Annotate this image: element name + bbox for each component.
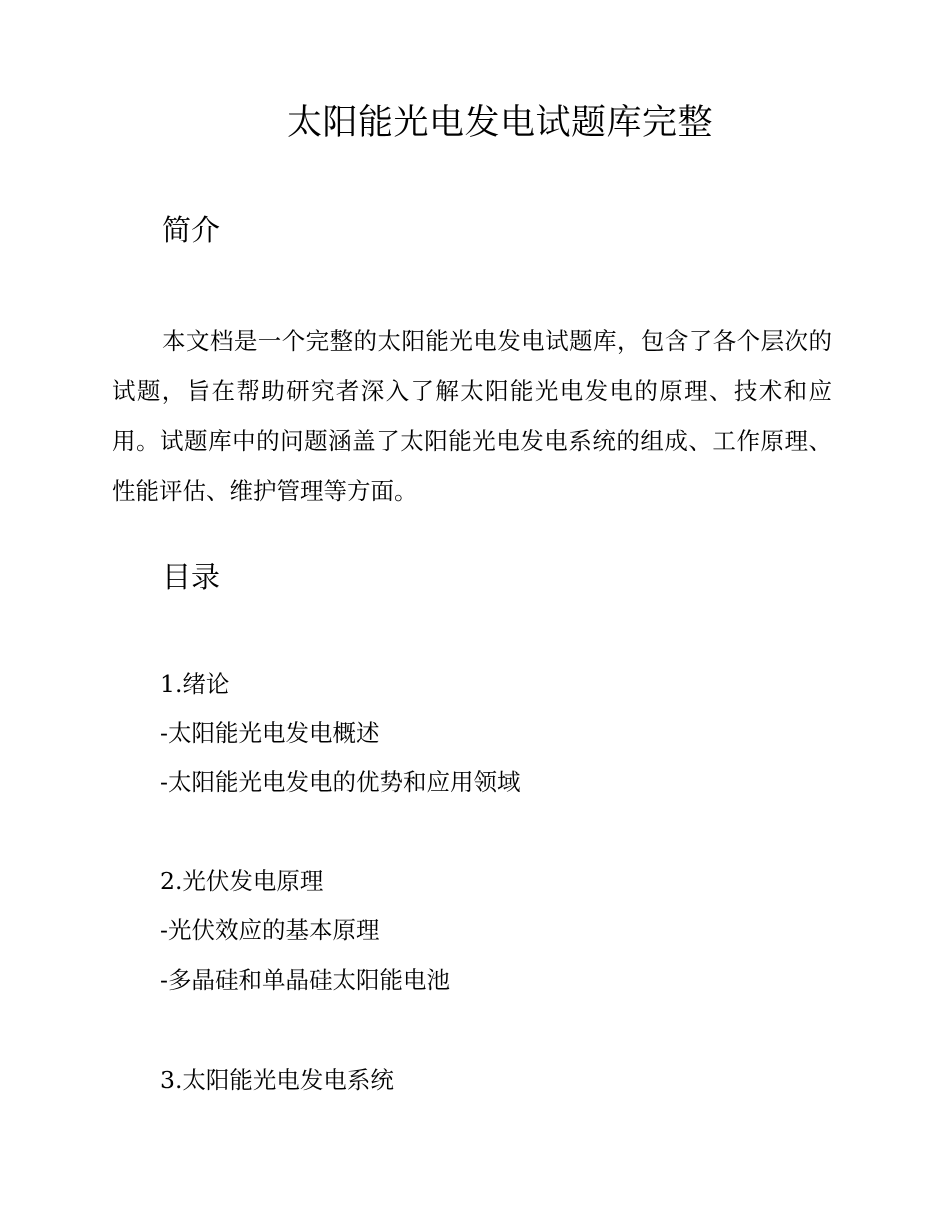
intro-paragraph: 本文档是一个完整的太阳能光电发电试题库，包含了各个层次的试题，旨在帮助研究者深入了解太阳能光电发电的原理、技术和应用。试题库中的问题涵盖了太阳能光电发电系统的组成、工作原理、性能评估、维护管理等方面。	[112, 327, 832, 505]
toc-item: -光伏效应的基本原理	[160, 916, 380, 944]
toc-item: -太阳能光电发电的优势和应用领域	[160, 768, 521, 796]
toc-item: -多晶硅和单晶硅太阳能电池	[160, 966, 450, 994]
toc-heading: 目录	[162, 560, 221, 594]
document-title: 太阳能光电发电试题库完整	[286, 103, 713, 143]
intro-heading: 简介	[162, 213, 221, 247]
toc-item: -太阳能光电发电概述	[160, 719, 380, 747]
toc-section-title: 2.光伏发电原理	[160, 867, 324, 895]
toc-section-title: 1.绪论	[160, 670, 230, 698]
toc-section-title: 3.太阳能光电发电系统	[160, 1066, 394, 1094]
